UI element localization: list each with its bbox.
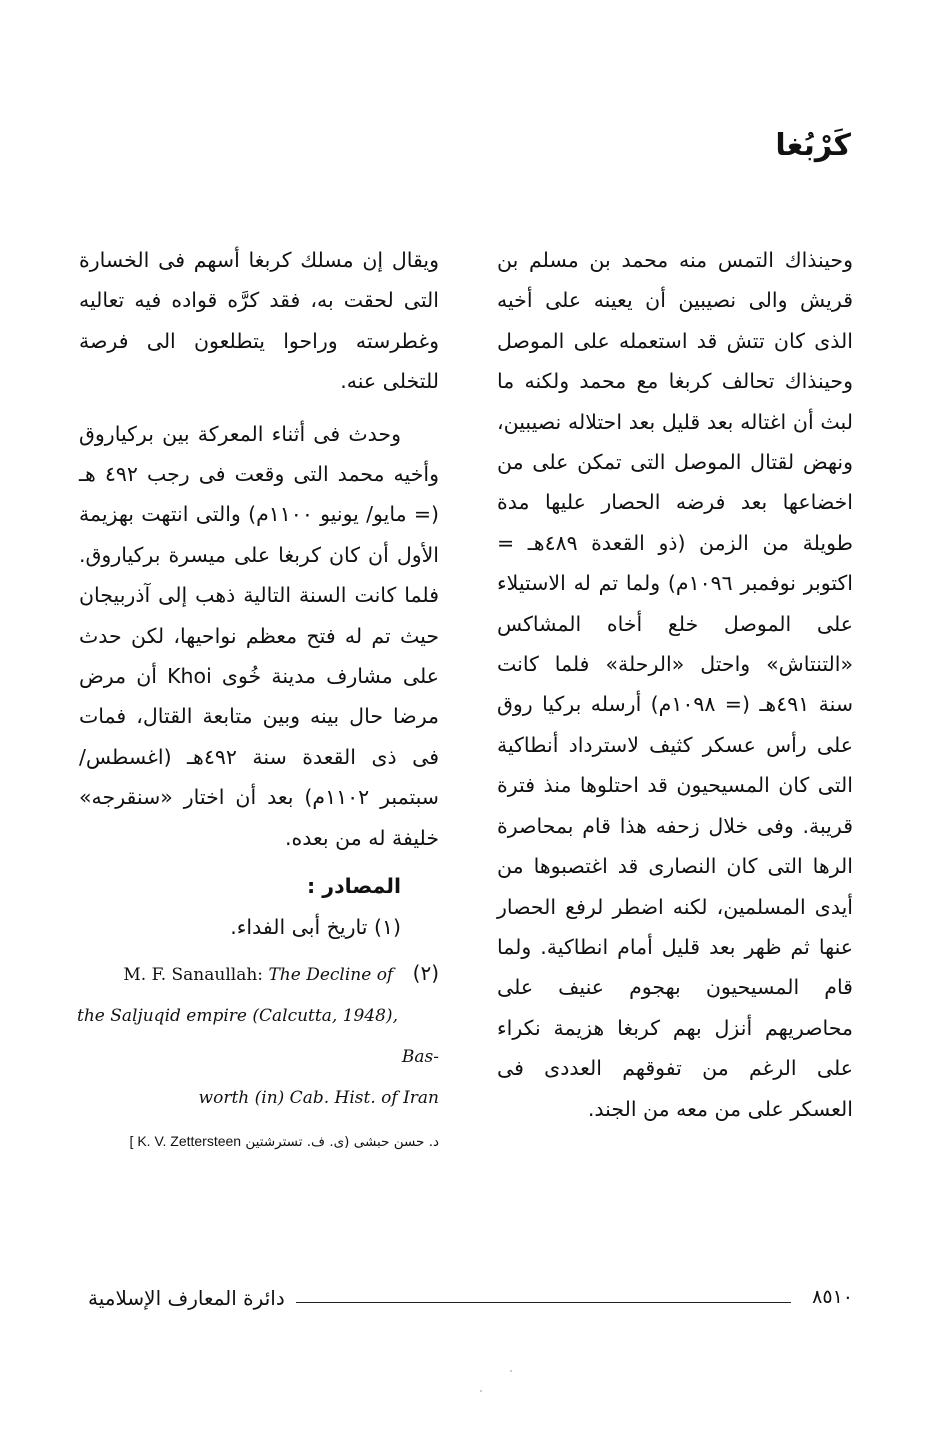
source-2-number: (٢) [412, 960, 439, 985]
contributor-signature [79, 1129, 439, 1154]
left-paragraph-2: وحدث فى أثناء المعركة بين بركياروق وأخيه محمد التى وقعت فى رجب ٤٩٢ هـ (= مايو/ يونيو ١١٠٠م) والتى انتهت بهزيمة الأول أن كان كربغا على ميسرة بركياروق. فلما كانت السنة التالية ذهب إلى آذربيجان حيث تم له فتح معظم نواحيها، لكن حدث على مشارف مدينة خُوى Khoi أن مرض مرضا حال بينه وبين متابعة القتال، فمات فى ذى القعدة سنة ٤٩٢هـ (اغسطس/ سبتمبر ١١٠٢م) بعد أن اختار «سنقرجه» خليفة له من بعده. [79, 421, 439, 850]
right-column [497, 240, 853, 1129]
left-column [79, 240, 439, 1154]
source-item-1: (١) تاريخ أبى الفداء. [230, 914, 401, 939]
scan-speck [480, 1390, 482, 1392]
source-item-2 [77, 953, 439, 1119]
footer-title: دائرة المعارف الإسلامية [88, 1286, 285, 1310]
sources-heading: المصادر : [306, 874, 401, 899]
source-2-line-2: the Saljuqid empire (Calcutta, 1948), Bas- [77, 1005, 439, 1067]
source-2-author: M. F. Sanaullah: [123, 964, 264, 985]
page-number: ٨٥١٠ [812, 1286, 853, 1308]
left-paragraph-1: ويقال إن مسلك كربغا أسهم فى الخسارة التى لحقت به، فقد كرَّه قواده فيه تعاليه وغطرسته وراحوا يتطلعون الى فرصة للتخلى عنه. [79, 248, 439, 394]
footer-rule [296, 1302, 791, 1303]
scan-speck [510, 1370, 512, 1372]
contributor-arabic: د. حسن حبشى (ى. ف. تسترشتين [245, 1133, 439, 1150]
contributor-latin: [ K. V. Zettersteen [129, 1132, 242, 1149]
source-2-title-start: The Decline of [268, 964, 394, 985]
page-footer [88, 1286, 853, 1316]
right-column-paragraph: وحينذاك التمس منه محمد بن مسلم بن قريش والى نصيبين أن يعينه على أخيه الذى كان تتش قد استعمله على الموصل وحينذاك تحالف كربغا مع محمد ولكنه ما لبث أن اغتاله بعد قليل بعد احتلاله نصيبين، ونهض لقتال الموصل التى تمكن على من اخضاعها بعد فرضه الحصار عليها مدة طويلة من الزمن (ذو القعدة ٤٨٩هـ = اكتوبر نوفمبر ١٠٩٦م) ولما تم له الاستيلاء على الموصل خلع أخاه المشاكس «التنتاش» واحتل «الرحلة» فلما كانت سنة ٤٩١هـ (= ١٠٩٨م) أرسله بركيا روق على رأس عسكر كثيف لاسترداد أنطاكية التى كان المسيحيون قد احتلوها منذ فترة قريبة. وفى خلال زحفه هذا قام بمحاصرة الرها التى كان النصارى قد اغتصبوها من أيدى المسلمين، لكنه اضطر لرفع الحصار عنها ثم ظهر بعد قليل أمام انطاكية. ولما قام المسيحيون بهجوم عنيف على محاصريهم أنزل بهم كربغا هزيمة نكراء على الرغم من تفوقهم العددى فى العسكر على من معه من الجند. [497, 248, 854, 1121]
source-2-line-3: worth (in) Cab. Hist. of Iran [198, 1087, 439, 1108]
article-heading: كَرْبُغا [775, 128, 851, 163]
